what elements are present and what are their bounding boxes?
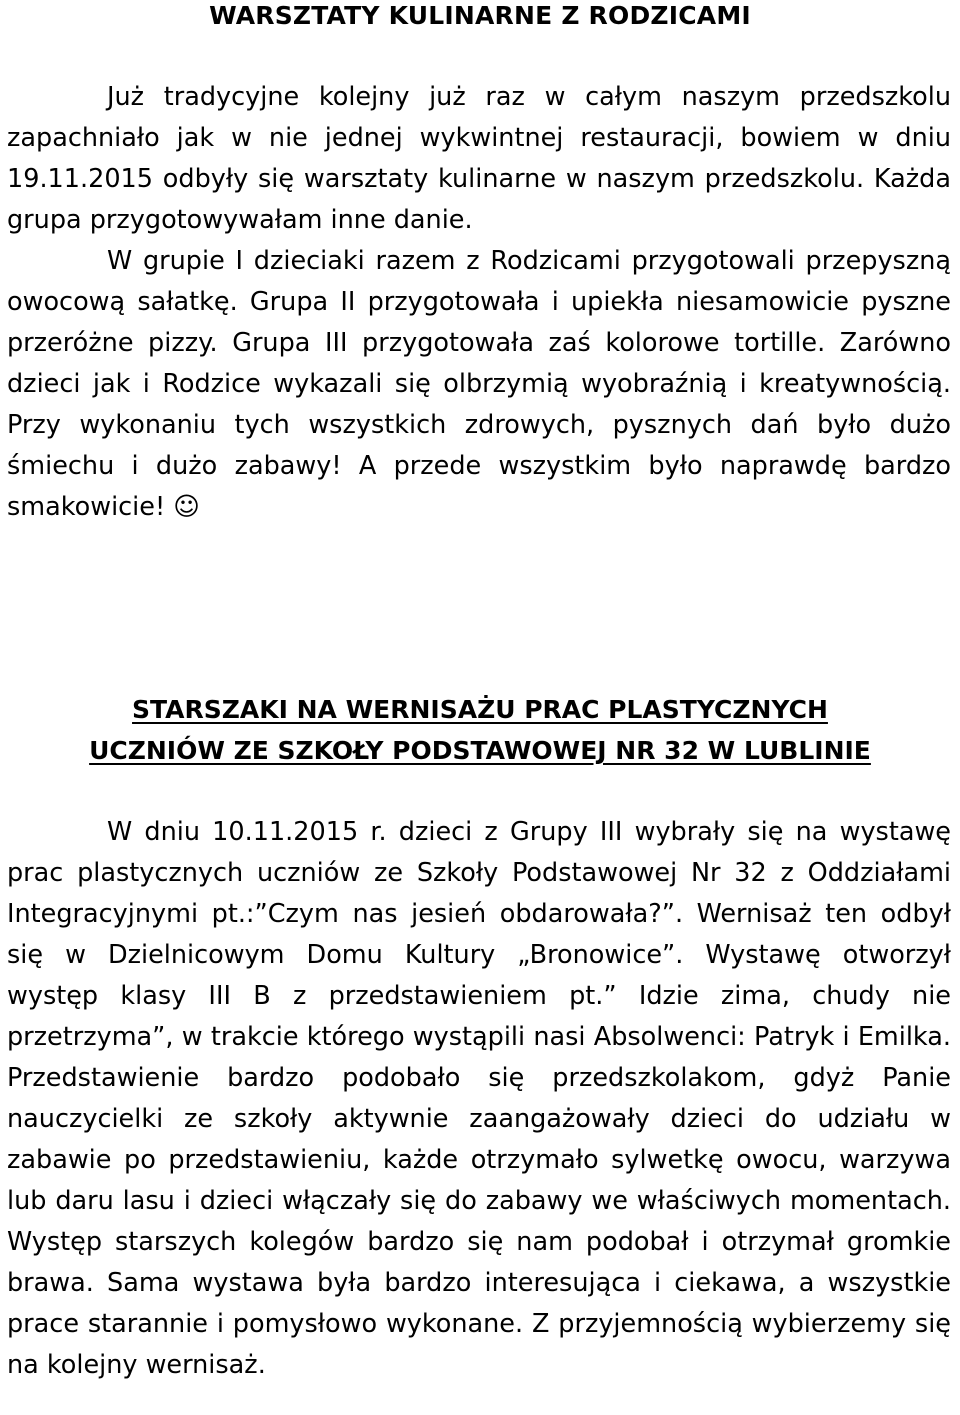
section1-paragraph-1: Już tradycyjne kolejny już raz w całym naszym przedszkolu zapachniało jak w nie jednej wykwintnej restauracji, bowiem w dniu 19.11.2015 odbyły się warsztaty kulinarne w naszym przedszkolu. Każda grupa przygotowywałam inne danie.: [7, 82, 951, 235]
section1-paragraph-2: W grupie I dzieciaki razem z Rodzicami przygotowali przepyszną owocową sałatkę. Grupa II przygotowała i upiekła niesamowicie pyszne przeróżne pizzy. Grupa III przygotowała zaś kolorowe tortille. Zarówno dzieci jak i Rodzice wykazali się olbrzymią wyobraźnią i kreatywnością. Przy wykonaniu tych wszystkich zdrowych, pysznych dań było dużo śmiechu i dużo zabawy! A przede wszystkim było naprawdę bardzo smakowicie! ☺: [7, 246, 951, 522]
section1-title: WARSZTATY KULINARNE Z RODZICAMI: [209, 1, 751, 30]
section2-title-line-1: STARSZAKI NA WERNISAŻU PRAC PLASTYCZNYCH: [132, 695, 828, 724]
section2-title-line-2: UCZNIÓW ZE SZKOŁY PODSTAWOWEJ NR 32 W LUBLINIE: [89, 736, 871, 765]
section2-title: [0, 689, 960, 771]
section2-paragraph: W dniu 10.11.2015 r. dzieci z Grupy III wybrały się na wystawę prac plastycznych uczniów ze Szkoły Podstawowej Nr 32 z Oddziałami Integracyjnymi pt.:”Czym nas jesień obdarowała?”. Wernisaż ten odbył się w Dzielnicowym Domu Kultury „Bronowice”. Wystawę otworzył występ klasy III B z przedstawieniem pt.” Idzie zima, chudy nie przetrzyma”, w trakcie którego wystąpili nasi Absolwenci: Patryk i Emilka. Przedstawienie bardzo podobało się przedszkolakom, gdyż Panie nauczycielki ze szkoły aktywnie zaangażowały dzieci do udziału w zabawie po przedstawieniu, każde otrzymało sylwetkę owocu, warzywa lub daru lasu i dzieci włączały się do zabawy we właściwych momentach. Występ starszych kolegów bardzo się nam podobał i otrzymał gromkie brawa. Sama wystawa była bardzo interesująca i ciekawa, a wszystkie prace starannie i pomysłowo wykonane. Z przyjemnością wybierzemy się na kolejny wernisaż.: [7, 817, 951, 1380]
